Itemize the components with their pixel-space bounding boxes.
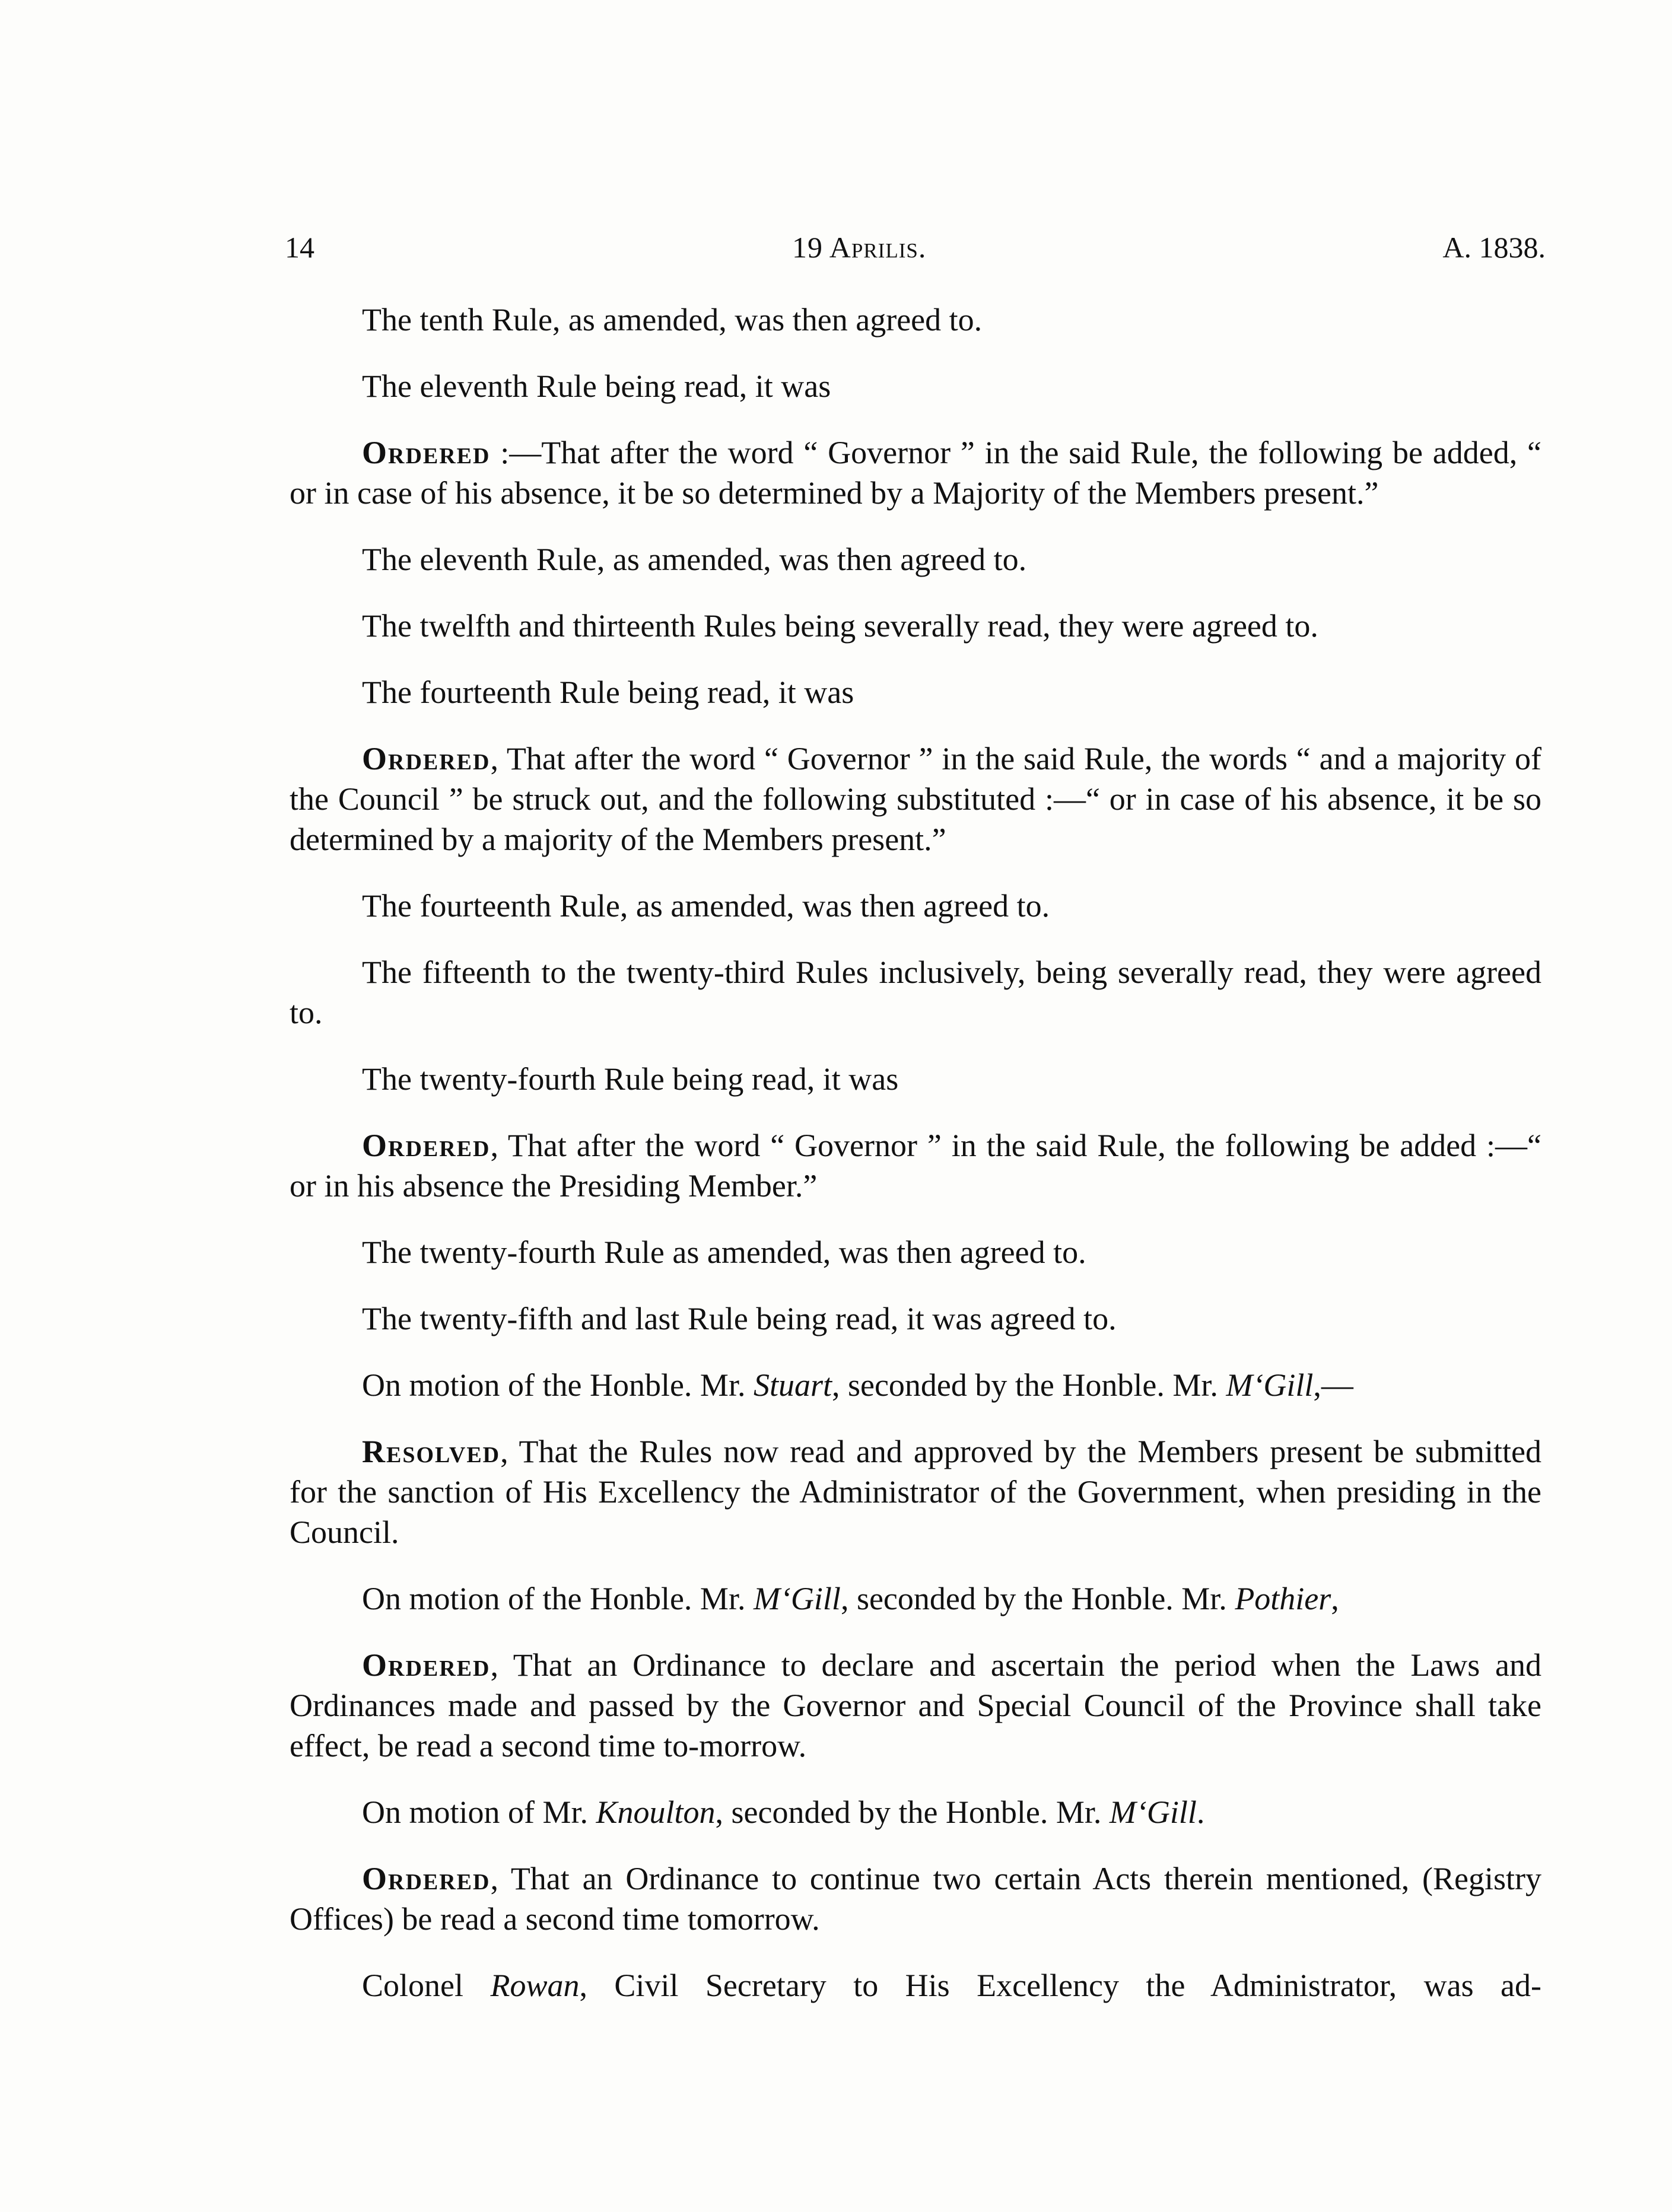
paragraph-12: The twenty-fourth Rule as amended, was then agreed to. bbox=[362, 1234, 1086, 1270]
paragraph-3 bbox=[290, 432, 1541, 513]
motion-text: ,— bbox=[1313, 1367, 1353, 1403]
motion-text: . bbox=[1196, 1794, 1205, 1830]
member-name: M‘Gill bbox=[753, 1581, 841, 1616]
paragraph-9: The fifteenth to the twenty-third Rules inclusively, being severally read, they were agreed to. bbox=[290, 954, 1541, 1030]
motion-text: Colonel bbox=[362, 1968, 491, 2003]
paragraph-3-text: :—That after the word “ Governor ” in the said Rule, the following be added, “ or in case of his absence, it be so determined by a Majority of the Members present.” bbox=[290, 435, 1541, 511]
paragraph-4: The eleventh Rule, as amended, was then agreed to. bbox=[362, 542, 1027, 577]
ordered-keyword: Ordered bbox=[362, 1647, 491, 1683]
header-date: 19 Aprilis. bbox=[792, 231, 927, 264]
paragraph-15-text: , That the Rules now read and approved by the Members present be submitted for the sanction of His Excellency the Administrator of the Government, when presiding in the Council. bbox=[290, 1434, 1541, 1550]
motion-text: , seconded by the Honble. Mr. bbox=[715, 1794, 1110, 1830]
paragraph-11 bbox=[290, 1125, 1541, 1206]
paragraph-17 bbox=[290, 1645, 1541, 1766]
ordered-keyword: Ordered bbox=[362, 435, 491, 470]
paragraph-18 bbox=[290, 1792, 1541, 1832]
ordered-keyword: Ordered bbox=[362, 1861, 491, 1896]
member-name: M‘Gill bbox=[1109, 1794, 1197, 1830]
journal-body bbox=[290, 300, 1541, 2032]
paragraph-14 bbox=[290, 1365, 1541, 1405]
paragraph-19-text: , That an Ordinance to continue two certain Acts therein mentioned, (Registry Offices) be read a second time tomorrow. bbox=[290, 1861, 1541, 1937]
motion-text: , seconded by the Honble. Mr. bbox=[840, 1581, 1235, 1616]
page-number: 14 bbox=[285, 231, 314, 264]
paragraph-13: The twenty-fifth and last Rule being read, it was agreed to. bbox=[362, 1301, 1117, 1336]
paragraph-11-text: , That after the word “ Governor ” in the said Rule, the following be added :—“ or in his absence the Presiding Member.” bbox=[290, 1128, 1541, 1204]
paragraph-17-text: , That an Ordinance to declare and ascertain the period when the Laws and Ordinances made and passed by the Governor and Special Council of the Province shall take effect, be read a second time to-morrow. bbox=[290, 1647, 1541, 1764]
member-name: Stuart bbox=[753, 1367, 832, 1403]
paragraph-15 bbox=[290, 1431, 1541, 1552]
paragraph-5: The twelfth and thirteenth Rules being severally read, they were agreed to. bbox=[362, 608, 1318, 644]
resolved-keyword: Resolved bbox=[362, 1434, 501, 1469]
member-name: Rowan bbox=[490, 1968, 580, 2003]
paragraph-7 bbox=[290, 739, 1541, 860]
paragraph-19 bbox=[290, 1858, 1541, 1939]
paragraph-8: The fourteenth Rule, as amended, was then agreed to. bbox=[362, 888, 1050, 924]
paragraph-10: The twenty-fourth Rule being read, it was bbox=[362, 1061, 899, 1097]
motion-text: On motion of Mr. bbox=[362, 1794, 596, 1830]
member-name: Knoulton bbox=[596, 1794, 716, 1830]
motion-text: On motion of the Honble. Mr. bbox=[362, 1367, 754, 1403]
member-name: M‘Gill bbox=[1226, 1367, 1314, 1403]
ordered-keyword: Ordered bbox=[362, 1128, 491, 1163]
member-name: Pothier bbox=[1235, 1581, 1331, 1616]
paragraph-16 bbox=[290, 1578, 1541, 1619]
motion-text: , Civil Secretary to His Excellency the Administrator, was ad- bbox=[579, 1968, 1541, 2003]
paragraph-1: The tenth Rule, as amended, was then agreed to. bbox=[362, 302, 983, 338]
paragraph-2: The eleventh Rule being read, it was bbox=[362, 368, 831, 404]
running-header bbox=[285, 230, 1546, 272]
motion-text: On motion of the Honble. Mr. bbox=[362, 1581, 754, 1616]
paragraph-20 bbox=[290, 1965, 1541, 2006]
header-year: A. 1838. bbox=[1442, 231, 1546, 264]
motion-text: , seconded by the Honble. Mr. bbox=[831, 1367, 1226, 1403]
motion-text: , bbox=[1331, 1581, 1339, 1616]
paragraph-6: The fourteenth Rule being read, it was bbox=[362, 674, 854, 710]
ordered-keyword: Ordered bbox=[362, 741, 491, 776]
paragraph-7-text: , That after the word “ Governor ” in the said Rule, the words “ and a majority of the Council ” be struck out, and the following substituted :—“ or in case of his absence, it be so determined by a majority of the Members present.” bbox=[290, 741, 1541, 857]
